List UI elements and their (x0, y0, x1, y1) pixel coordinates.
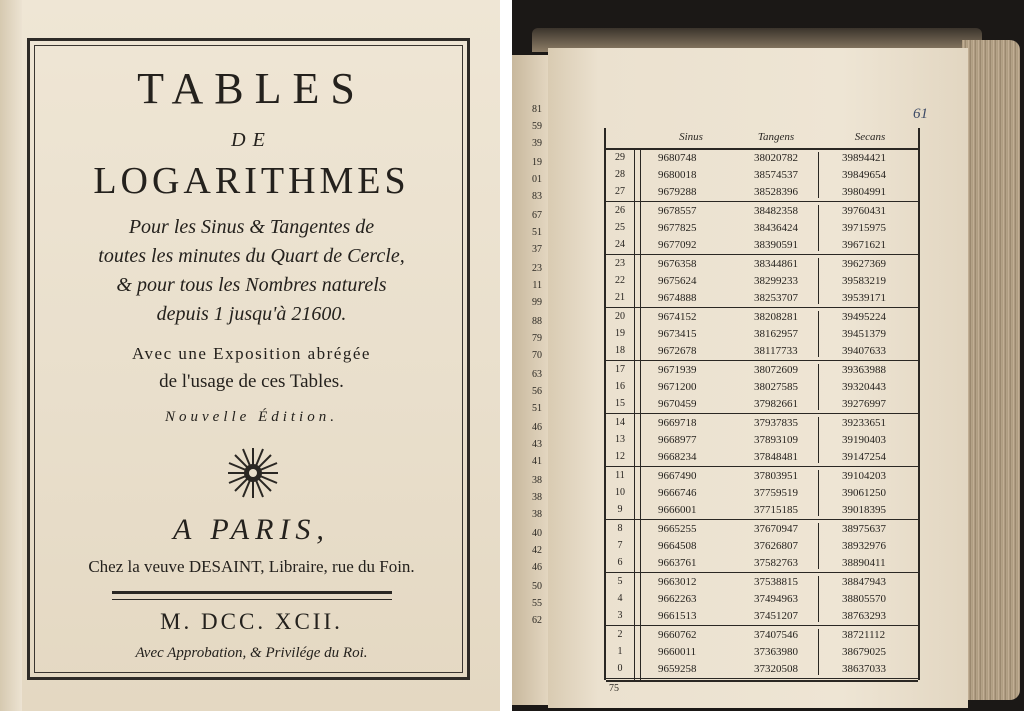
facing-page-number: 46 (532, 422, 542, 433)
sinus-cell: 9664508 (658, 540, 697, 552)
table-row (606, 220, 918, 237)
secans-cell: 39104203 (842, 470, 886, 482)
secans-cell: 39583219 (842, 275, 886, 287)
table-row (606, 432, 918, 449)
facing-page-number: 70 (532, 350, 542, 361)
table-row-group (606, 627, 918, 679)
secans-cell: 38847943 (842, 576, 886, 588)
table-row-group (606, 574, 918, 626)
table-row-group (606, 256, 918, 308)
facing-page-number: 23 (532, 263, 542, 274)
secans-cell: 39276997 (842, 398, 886, 410)
facing-page-number: 56 (532, 386, 542, 397)
sinus-cell: 9674152 (658, 311, 697, 323)
tangens-cell: 38482358 (754, 205, 798, 217)
secans-cell: 39495224 (842, 311, 886, 323)
table-row-group (606, 203, 918, 255)
minute-cell: 2 (617, 629, 623, 640)
table-row (606, 627, 918, 644)
secans-cell: 39894421 (842, 152, 886, 164)
minute-cell: 24 (615, 239, 625, 250)
table-row (606, 362, 918, 379)
tangens-cell: 37451207 (754, 610, 798, 622)
facing-page-number: 41 (532, 456, 542, 467)
minute-cell: 21 (615, 292, 625, 303)
table-row (606, 237, 918, 254)
tangens-cell: 37320508 (754, 663, 798, 675)
minute-cell: 9 (617, 504, 623, 515)
table-row (606, 290, 918, 307)
table-footer (606, 680, 918, 698)
facing-page-number: 11 (532, 280, 542, 291)
table-row (606, 538, 918, 555)
header-secans: Secans (854, 131, 886, 143)
secans-cell: 39804991 (842, 186, 886, 198)
secans-cell: 38890411 (842, 557, 886, 569)
tangens-cell: 37363980 (754, 646, 798, 658)
sinus-cell: 9663012 (658, 576, 697, 588)
secans-cell: 38763293 (842, 610, 886, 622)
secans-cell: 39320443 (842, 381, 886, 393)
minute-cell: 20 (615, 311, 625, 322)
description-line-3: & pour tous les Nombres naturels (116, 274, 387, 296)
table-row (606, 485, 918, 502)
table-row (606, 468, 918, 485)
table-row (606, 644, 918, 661)
logarithm-table (604, 128, 920, 694)
secans-cell: 38637033 (842, 663, 886, 675)
secans-cell: 39363988 (842, 364, 886, 376)
facing-page-number: 42 (532, 545, 542, 556)
minute-cell: 25 (615, 222, 625, 233)
sinus-cell: 9677092 (658, 239, 697, 251)
table-row (606, 273, 918, 290)
secans-cell: 38721112 (842, 629, 886, 641)
tangens-cell: 37670947 (754, 523, 798, 535)
sinus-cell: 9668234 (658, 451, 697, 463)
minute-cell: 23 (615, 258, 625, 269)
facing-page-number: 51 (532, 403, 542, 414)
secans-cell: 39407633 (842, 345, 886, 357)
tangens-cell: 38020782 (754, 152, 798, 164)
header-tangens: Tangens (757, 131, 795, 143)
minute-cell: 14 (615, 417, 625, 428)
table-row (606, 661, 918, 678)
tangens-cell: 38253707 (754, 292, 798, 304)
secans-cell: 39147254 (842, 451, 886, 463)
sinus-cell: 9675624 (658, 275, 697, 287)
tangens-cell: 37937835 (754, 417, 798, 429)
facing-page-number: 38 (532, 509, 542, 520)
table-row (606, 326, 918, 343)
table-row-group (606, 415, 918, 467)
sinus-cell: 9671200 (658, 381, 697, 393)
tangens-cell: 38574537 (754, 169, 798, 181)
table-row (606, 343, 918, 360)
minute-cell: 26 (615, 205, 625, 216)
table-row (606, 379, 918, 396)
secans-cell: 39671621 (842, 239, 886, 251)
sinus-cell: 9668977 (658, 434, 697, 446)
facing-page-number: 63 (532, 369, 542, 380)
minute-cell: 18 (615, 345, 625, 356)
table-row-group (606, 521, 918, 573)
book-fore-edge (962, 40, 1020, 700)
exposition-line-1: Avec une Exposition abrégée (132, 344, 371, 363)
facing-page-number: 51 (532, 227, 542, 238)
facing-page-number: 88 (532, 316, 542, 327)
minute-cell: 19 (615, 328, 625, 339)
minute-cell: 16 (615, 381, 625, 392)
facing-page-number: 46 (532, 562, 542, 573)
tangens-cell: 38344861 (754, 258, 798, 270)
secans-cell: 39018395 (842, 504, 886, 516)
sinus-cell: 9660011 (658, 646, 697, 658)
facing-page-number: 59 (532, 121, 542, 132)
edition-label: Nouvelle Édition. (165, 409, 338, 425)
table-row (606, 167, 918, 184)
title-line-de: DE (231, 129, 272, 151)
tangens-cell: 37982661 (754, 398, 798, 410)
tangens-cell: 37803951 (754, 470, 798, 482)
table-row-group (606, 362, 918, 414)
description-line-1: Pour les Sinus & Tangentes de (128, 216, 375, 238)
secans-cell: 39539171 (842, 292, 886, 304)
facing-page-number: 81 (532, 104, 542, 115)
header-sinus: Sinus (679, 131, 703, 143)
secans-cell: 39061250 (842, 487, 886, 499)
table-row (606, 415, 918, 432)
secans-cell: 38805570 (842, 593, 886, 605)
secans-cell: 39849654 (842, 169, 886, 181)
table-row (606, 309, 918, 326)
table-row (606, 184, 918, 201)
table-row (606, 521, 918, 538)
tangens-cell: 38208281 (754, 311, 798, 323)
sinus-cell: 9663761 (658, 557, 697, 569)
minute-cell: 10 (615, 487, 625, 498)
tangens-cell: 37759519 (754, 487, 798, 499)
table-row (606, 150, 918, 167)
sinus-cell: 9673415 (658, 328, 697, 340)
tangens-cell: 38436424 (754, 222, 798, 234)
tangens-cell: 38299233 (754, 275, 798, 287)
sinus-cell: 9669718 (658, 417, 697, 429)
sinus-cell: 9678557 (658, 205, 697, 217)
title-page-photo (0, 0, 500, 711)
minute-cell: 22 (615, 275, 625, 286)
minute-cell: 5 (617, 576, 623, 587)
sinus-cell: 9671939 (658, 364, 697, 376)
sinus-cell: 9660762 (658, 629, 697, 641)
sinus-cell: 9662263 (658, 593, 697, 605)
tangens-cell: 38162957 (754, 328, 798, 340)
sinus-cell: 9665255 (658, 523, 697, 535)
tangens-cell: 38117733 (754, 345, 798, 357)
sinus-cell: 9674888 (658, 292, 697, 304)
tangens-cell: 37407546 (754, 629, 798, 641)
table-page-photo (512, 0, 1024, 711)
sinus-cell: 9680018 (658, 169, 697, 181)
sinus-cell: 9670459 (658, 398, 697, 410)
minute-cell: 27 (615, 186, 625, 197)
secans-cell: 38679025 (842, 646, 886, 658)
minute-cell: 7 (617, 540, 623, 551)
facing-page-number: 99 (532, 297, 542, 308)
facing-page-number: 38 (532, 492, 542, 503)
minute-cell: 1 (617, 646, 623, 657)
facing-page-number: 01 (532, 174, 542, 185)
table-header-row (606, 128, 918, 150)
tangens-cell: 37715185 (754, 504, 798, 516)
facing-page-number: 43 (532, 439, 542, 450)
secans-cell: 39760431 (842, 205, 886, 217)
facing-page-number: 62 (532, 615, 542, 626)
minute-cell: 3 (617, 610, 623, 621)
facing-page-number: 55 (532, 598, 542, 609)
minute-cell: 4 (617, 593, 623, 604)
table-row (606, 555, 918, 572)
minute-cell: 8 (617, 523, 623, 534)
sinus-cell: 9680748 (658, 152, 697, 164)
city-label: A PARIS, (173, 513, 330, 546)
sinus-cell: 9667490 (658, 470, 697, 482)
secans-cell: 39451379 (842, 328, 886, 340)
minute-cell: 0 (617, 663, 623, 674)
tangens-cell: 37626807 (754, 540, 798, 552)
secans-cell: 39627369 (842, 258, 886, 270)
tangens-cell: 38027585 (754, 381, 798, 393)
sinus-cell: 9679288 (658, 186, 697, 198)
footer-number: 75 (609, 683, 619, 694)
minute-cell: 17 (615, 364, 625, 375)
tangens-cell: 38072609 (754, 364, 798, 376)
facing-page-number: 38 (532, 475, 542, 486)
facing-page-number: 83 (532, 191, 542, 202)
publisher-label: Chez la veuve DESAINT, Libraire, rue du Foin. (88, 557, 415, 576)
facing-page-number: 40 (532, 528, 542, 539)
table-page (548, 48, 968, 708)
tangens-cell: 37848481 (754, 451, 798, 463)
sinus-cell: 9666746 (658, 487, 697, 499)
tangens-cell: 37582763 (754, 557, 798, 569)
tangens-cell: 38390591 (754, 239, 798, 251)
description-line-2: toutes les minutes du Quart de Cercle, (98, 245, 405, 267)
publication-date: M. DCC. XCII. (160, 609, 343, 634)
tangens-cell: 37494963 (754, 593, 798, 605)
title-line-logarithmes: LOGARITHMES (93, 160, 410, 202)
minute-cell: 6 (617, 557, 623, 568)
facing-page-number: 19 (532, 157, 542, 168)
table-row-group (606, 309, 918, 361)
table-row (606, 502, 918, 519)
table-row (606, 203, 918, 220)
table-row-group (606, 468, 918, 520)
secans-cell: 38975637 (842, 523, 886, 535)
printer-ornament-icon (226, 446, 280, 500)
table-row (606, 574, 918, 591)
secans-cell: 39715975 (842, 222, 886, 234)
minute-cell: 13 (615, 434, 625, 445)
description-line-4: depuis 1 jusqu'à 21600. (156, 303, 347, 325)
table-row (606, 256, 918, 273)
title-line-tables: TABLES (137, 64, 366, 113)
secans-cell: 39233651 (842, 417, 886, 429)
tangens-cell: 38528396 (754, 186, 798, 198)
sinus-cell: 9677825 (658, 222, 697, 234)
table-row (606, 396, 918, 413)
facing-page-number: 37 (532, 244, 542, 255)
secans-cell: 39190403 (842, 434, 886, 446)
minute-cell: 29 (615, 152, 625, 163)
minute-cell: 28 (615, 169, 625, 180)
title-page-frame (27, 38, 470, 680)
table-row (606, 608, 918, 625)
minute-cell: 15 (615, 398, 625, 409)
sinus-cell: 9659258 (658, 663, 697, 675)
facing-page-number: 50 (532, 581, 542, 592)
minute-cell: 11 (615, 470, 625, 481)
sinus-cell: 9666001 (658, 504, 697, 516)
facing-page-number: 39 (532, 138, 542, 149)
table-row-group (606, 150, 918, 202)
minute-cell: 12 (615, 451, 625, 462)
sinus-cell: 9672678 (658, 345, 697, 357)
tangens-cell: 37893109 (754, 434, 798, 446)
table-row (606, 449, 918, 466)
exposition-line-2: de l'usage de ces Tables. (159, 371, 344, 392)
privilege-label: Avec Approbation, & Privilége du Roi. (135, 645, 368, 661)
facing-page-number: 79 (532, 333, 542, 344)
secans-cell: 38932976 (842, 540, 886, 552)
tangens-cell: 37538815 (754, 576, 798, 588)
sinus-cell: 9661513 (658, 610, 697, 622)
facing-page-number: 67 (532, 210, 542, 221)
double-rule-divider (112, 591, 392, 600)
page-number: 61 (913, 106, 928, 122)
sinus-cell: 9676358 (658, 258, 697, 270)
table-row (606, 591, 918, 608)
